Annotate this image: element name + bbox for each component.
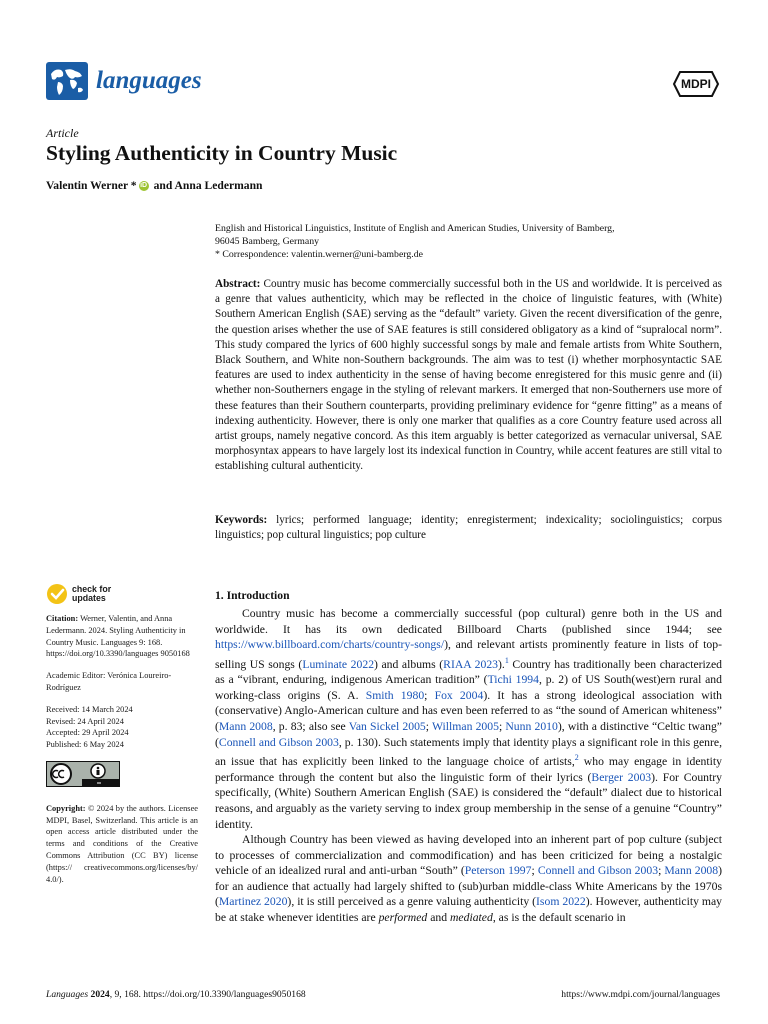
revised-date: Revised: 24 April 2024 (46, 716, 124, 726)
billboard-link[interactable]: https://www.billboard.com/charts/country-songs/ (215, 638, 445, 652)
citation-link[interactable]: Peterson 1997 (464, 864, 532, 878)
published-date: Published: 6 May 2024 (46, 740, 124, 750)
mdpi-logo-icon (672, 70, 720, 98)
keywords (215, 513, 722, 543)
copyright-block (46, 803, 198, 886)
text-run: , as is the default scenario in (492, 911, 626, 925)
text-run: ; (498, 720, 506, 734)
text-run: who may engage in identity performance through the content but also the linguistic form of their lyrics ( (215, 755, 722, 784)
citation-link[interactable]: Smith 1980 (365, 688, 425, 702)
text-run: ). (498, 657, 505, 671)
copyright-label: Copyright: (46, 803, 86, 813)
text-run: ; (658, 864, 665, 878)
text-run: ; (424, 688, 435, 702)
text-run: , p. 83; also see (272, 720, 349, 734)
footer-year: 2024 (90, 989, 110, 1000)
text-run: ), with a distinctive “Celtic twang” ( (215, 720, 722, 749)
citation-link[interactable]: Luminate 2022 (302, 657, 375, 671)
check-updates-icon (46, 583, 68, 605)
text-run: , p. 130). Such statements imply that identity plays a significant role in this genre, an issue that has explicitly been linked to the language choice of artists, (215, 735, 723, 769)
text-run: ; (425, 720, 432, 734)
article-type: Article (46, 126, 79, 140)
abstract-label: Abstract: (215, 278, 261, 290)
citation-label: Citation: (46, 614, 79, 623)
citation-link[interactable]: Martinez 2020 (218, 895, 288, 909)
citation-link[interactable]: Nunn 2010 (505, 720, 558, 734)
text-run: ). However, authenticity may be at stake whenever identities are (215, 895, 723, 925)
text-run: Country music has become a commercially successful (pop cultural) genre both in the US and worldwide. It has its own dedicated Billboard Charts (published since 1944; see (215, 607, 722, 636)
author-name: and Anna Ledermann (153, 179, 263, 192)
author-name: Valentin Werner * (46, 179, 137, 192)
editor-block (46, 670, 198, 694)
citation-link[interactable]: Isom 2022 (536, 895, 586, 909)
text-run: Country has traditionally been characterized as a “vibrant, enduring, indigenous American tradition” ( (215, 657, 722, 687)
editor-label: Academic Editor: (46, 671, 106, 681)
journal-logo-block[interactable] (46, 62, 202, 100)
citation-link[interactable]: Mann 2008 (664, 864, 719, 878)
footnote-ref[interactable]: 1 (504, 655, 509, 665)
footer-journal: Languages (46, 989, 89, 1000)
footer-citation (46, 989, 306, 1000)
dates-block (46, 704, 198, 751)
text-run: ). It has a strong ideological association with (conservative) Anglo-American culture and has even been referred to as “the sound of American whiteness” ( (215, 688, 722, 734)
accepted-date: Accepted: 29 April 2024 (46, 728, 129, 738)
citation-link[interactable]: Tichi 1994 (487, 673, 539, 687)
abstract-text: Country music has become commercially successful both in the US and worldwide. It is perceived as a genre that values authenticity, which may be reflected in the choice of linguistic features, with (White) Southern American English (SAE) serving as the “default” variety. Given the recent diversification of the genre, the question arises whether the use of SAE features is still considered obligatory as a kind of “supralocal norm”. This study compared the lyrics of 600 highly successful songs by male and female artists from White Southern, Black Southern, and White non-Southern backgrounds. The aim was to test (i) whether morphosyntactic SAE features are used to index authenticity in the sense of having become enregistered for this music genre and (ii) whether non-Southerners engage in the styling of relevant markers. It emerged that non-Southerners use more of these features than their Southern counterparts, providing preliminary evidence for “genre fitting” as a means of indexing authenticity. However, there is only one marker that qualifies as a core Country feature used across all artist groups, namely negative concord. As this item arguably is better categorized as vernacular universal, SAE morphosyntax appears to have largely lost its indexical function in Country, while accent features are still vital to establishing cultural authenticity. (215, 278, 723, 473)
text-run: ), and relevant artists prominently feature in lists of top-selling US songs ( (215, 638, 722, 671)
citation-text: Werner, Valentin, and Anna Ledermann. 2024. Styling Authenticity in Country Music. Languages 9: 168. https://doi.org/10.3390/languages 9050168 (46, 614, 190, 659)
paragraph (215, 832, 722, 926)
body-text (215, 606, 722, 926)
article-title: Styling Authenticity in Country Music (46, 141, 398, 165)
emphasis: mediated (449, 911, 493, 925)
cc-by-icon (46, 761, 120, 787)
orcid-icon[interactable]: iD (140, 181, 148, 189)
paragraph (215, 606, 722, 832)
cc-by-license-badge[interactable] (46, 761, 198, 791)
text-run: , p. 2) of US South(west)ern rural and working-class origins (S. A. (215, 673, 722, 702)
text-run: ) and albums ( (374, 657, 444, 671)
world-map-icon (46, 62, 88, 100)
section-heading: 1. Introduction (215, 589, 290, 602)
affiliation-line: 96045 Bamberg, Germany (215, 236, 320, 247)
correspondence-line: * Correspondence: valentin.werner@uni-bamberg.de (215, 249, 423, 260)
citation-block (46, 613, 198, 660)
citation-link[interactable]: Willman 2005 (431, 720, 499, 734)
affiliation (215, 222, 725, 261)
citation-link[interactable]: Van Sickel 2005 (348, 720, 426, 734)
citation-link[interactable]: Fox 2004 (434, 688, 484, 702)
citation-link[interactable]: Mann 2008 (218, 720, 273, 734)
check-for-updates-button[interactable] (46, 583, 198, 605)
text-run: ), it is still perceived as a genre valuing authenticity ( (287, 895, 537, 909)
sidebar (46, 583, 198, 885)
author-list (46, 179, 263, 192)
check-updates-line: check for (72, 584, 112, 594)
citation-link[interactable]: Connell and Gibson 2003 (537, 864, 659, 878)
journal-name: languages (96, 67, 202, 94)
emphasis: performed (378, 911, 428, 925)
footer-volume-doi: , 9, 168. https://doi.org/10.3390/languages9050168 (109, 989, 306, 1000)
received-date: Received: 14 March 2024 (46, 704, 133, 714)
keywords-text: lyrics; performed language; identity; enregisterment; indexicality; sociolinguistics; corpus linguistics; pop cultural linguistics; pop culture (215, 514, 723, 542)
citation-link[interactable]: Connell and Gibson 2003 (218, 735, 339, 749)
text-run: ). For Country specifically, (White) Southern American English (SAE) is considered the “default” dialect due to historical reasons, and arguably as the variety serving to index group membership in the sense of a genuine “Country” identity. (215, 770, 723, 831)
text-run: and (427, 911, 450, 925)
text-run: ; (531, 864, 538, 878)
citation-link[interactable]: Berger 2003 (591, 770, 652, 784)
copyright-text: © 2024 by the authors. Licensee MDPI, Basel, Switzerland. This article is an open access article distributed under the terms and conditions of the Creative Commons Attribution (CC BY) license (https:// creativecommons.org/licenses/by/ 4.0/). (46, 803, 198, 884)
citation-link[interactable]: RIAA 2023 (443, 657, 499, 671)
abstract (215, 277, 722, 475)
check-updates-line: updates (72, 593, 106, 603)
mdpi-logo-text: MDPI (681, 77, 711, 91)
keywords-label: Keywords: (215, 514, 268, 526)
text-run: Although Country has been viewed as having developed into an inherent part of pop culture (subject to processes of commercialization and commodification) and has been criticized for being a nostalgic vehicle of an idealized rural and anti-urban “South” ( (215, 833, 722, 878)
text-run: ) for an audience that actually had largely shifted to (sub)urban middle-class White Americans by the 1970s ( (215, 864, 723, 909)
editor-name: Verónica Loureiro-Rodríguez (46, 671, 172, 692)
affiliation-line: English and Historical Linguistics, Institute of English and American Studies, University of Bamberg, (215, 223, 615, 234)
footer-journal-url[interactable]: https://www.mdpi.com/journal/languages (561, 989, 720, 1000)
mdpi-logo[interactable] (672, 70, 720, 103)
footnote-ref[interactable]: 2 (574, 753, 579, 763)
